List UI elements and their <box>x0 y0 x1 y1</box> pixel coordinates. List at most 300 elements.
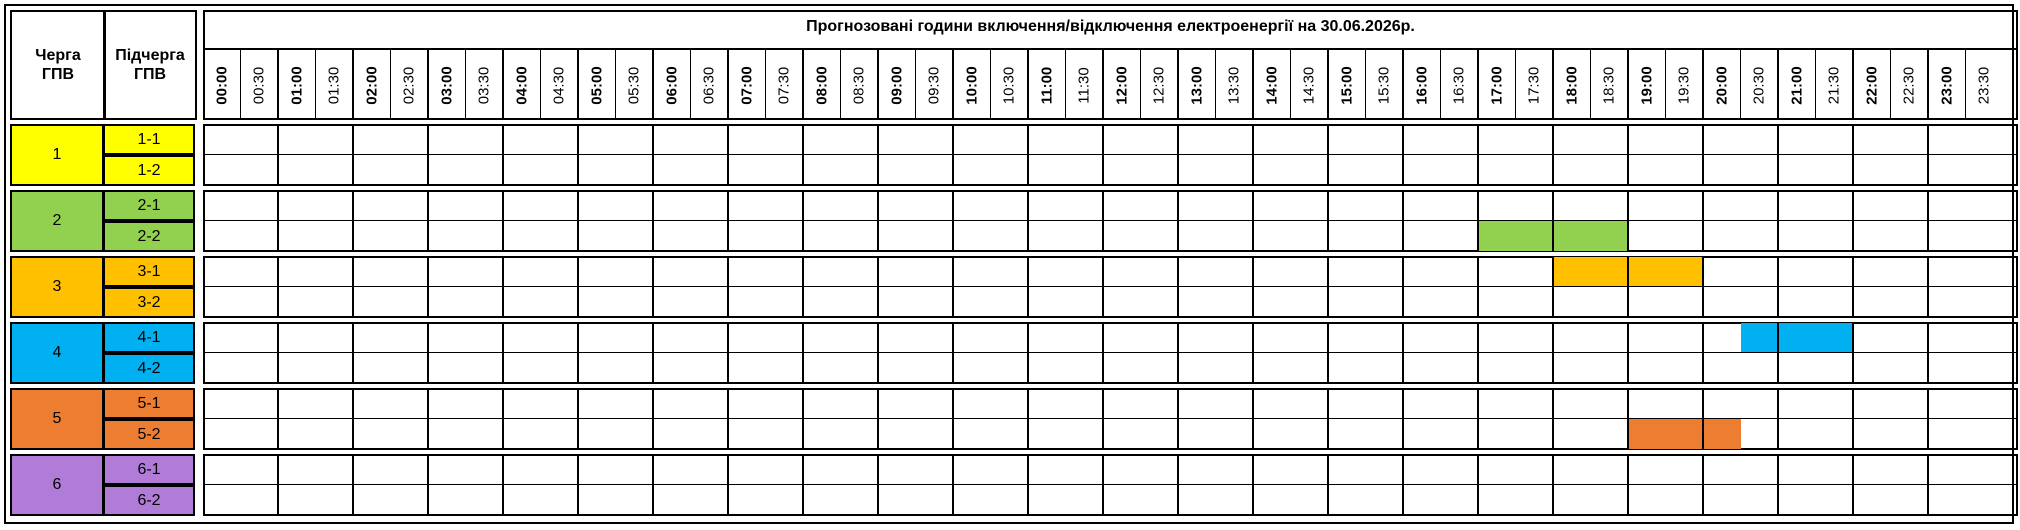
hour-divider <box>1552 190 1554 252</box>
queue-label: 6 <box>10 454 104 516</box>
hour-divider <box>1927 256 1929 318</box>
time-label <box>391 50 429 120</box>
hour-divider <box>727 256 729 318</box>
time-divider <box>1065 49 1066 119</box>
time-text: 22:30 <box>1900 66 1918 104</box>
hour-divider <box>1252 388 1254 450</box>
subqueue-label: 1-1 <box>103 124 195 155</box>
time-divider <box>1102 49 1104 119</box>
time-text: 06:00 <box>663 65 681 105</box>
hour-divider <box>427 256 429 318</box>
hour-divider <box>877 256 879 318</box>
time-label <box>1816 50 1854 120</box>
time-label <box>953 50 991 120</box>
hour-divider <box>1477 322 1479 384</box>
subrow-divider <box>203 352 2018 353</box>
schedule-grid <box>203 10 2018 525</box>
time-label <box>541 50 579 120</box>
hour-divider <box>952 190 954 252</box>
hour-divider <box>1627 454 1629 516</box>
hour-divider <box>1177 190 1179 252</box>
hour-divider <box>1852 388 1854 450</box>
outage-cell <box>1778 323 1816 353</box>
time-text: 01:00 <box>288 65 306 105</box>
time-text: 20:30 <box>1750 66 1768 104</box>
hour-divider <box>502 322 504 384</box>
hour-divider <box>1102 256 1104 318</box>
hour-divider <box>352 388 354 450</box>
time-label <box>1853 50 1891 120</box>
time-text: 06:30 <box>700 66 718 104</box>
time-label <box>1291 50 1329 120</box>
time-text: 22:00 <box>1863 65 1881 105</box>
time-label <box>916 50 954 120</box>
hour-divider <box>1252 256 1254 318</box>
time-text: 23:00 <box>1938 65 1956 105</box>
hour-divider <box>727 190 729 252</box>
hour-divider <box>1027 388 1029 450</box>
hour-divider <box>1627 322 1629 384</box>
hour-divider <box>1102 322 1104 384</box>
hour-divider <box>727 454 729 516</box>
time-text: 02:30 <box>400 66 418 104</box>
hour-divider <box>1102 454 1104 516</box>
time-divider <box>1365 49 1366 119</box>
hour-divider <box>1102 124 1104 186</box>
time-label <box>691 50 729 120</box>
hour-divider <box>1177 454 1179 516</box>
time-text: 07:30 <box>775 66 793 104</box>
hour-divider <box>352 190 354 252</box>
time-label <box>1741 50 1779 120</box>
time-divider <box>1440 49 1441 119</box>
time-text: 05:30 <box>625 66 643 104</box>
hour-divider <box>1777 124 1779 186</box>
time-divider <box>1327 49 1329 119</box>
time-text: 18:00 <box>1563 65 1581 105</box>
group-row <box>203 124 2018 186</box>
group-row <box>203 190 2018 252</box>
hour-divider <box>577 256 579 318</box>
time-text: 00:30 <box>250 66 268 104</box>
hour-divider <box>877 454 879 516</box>
hour-divider <box>1402 322 1404 384</box>
time-label <box>1928 50 1966 120</box>
hour-divider <box>1327 190 1329 252</box>
time-label <box>878 50 916 120</box>
hour-divider <box>802 454 804 516</box>
hour-divider <box>352 454 354 516</box>
hour-divider <box>952 256 954 318</box>
time-label <box>353 50 391 120</box>
time-label <box>241 50 279 120</box>
hour-divider <box>1552 124 1554 186</box>
time-label <box>466 50 504 120</box>
group-row <box>203 454 2018 516</box>
outage-cell <box>1628 257 1666 287</box>
time-label <box>316 50 354 120</box>
queue-label: 5 <box>10 388 104 450</box>
time-label <box>1328 50 1366 120</box>
time-text: 20:00 <box>1713 65 1731 105</box>
time-divider <box>1815 49 1816 119</box>
hour-divider <box>1027 256 1029 318</box>
hour-divider <box>1477 124 1479 186</box>
time-divider <box>390 49 391 119</box>
time-divider <box>952 49 954 119</box>
hour-divider <box>1777 454 1779 516</box>
time-label <box>1216 50 1254 120</box>
hour-divider <box>1477 388 1479 450</box>
hour-divider <box>1027 322 1029 384</box>
hour-divider <box>1852 190 1854 252</box>
time-divider <box>615 49 616 119</box>
time-label <box>1141 50 1179 120</box>
time-text: 08:30 <box>850 66 868 104</box>
hour-divider <box>877 322 879 384</box>
time-divider <box>1290 49 1291 119</box>
time-divider <box>1777 49 1779 119</box>
queue-label: 2 <box>10 190 104 252</box>
time-divider <box>577 49 579 119</box>
subqueue-label: 6-1 <box>103 454 195 485</box>
queue-label: 1 <box>10 124 104 186</box>
time-divider <box>277 49 279 119</box>
hour-divider <box>1177 124 1179 186</box>
time-divider <box>1252 49 1254 119</box>
time-divider <box>1552 49 1554 119</box>
time-text: 23:30 <box>1975 66 1993 104</box>
subqueue-header: Підчерга ГПВ <box>103 10 197 120</box>
subrow-divider <box>203 220 2018 221</box>
hour-divider <box>652 388 654 450</box>
hour-divider <box>802 388 804 450</box>
time-label <box>728 50 766 120</box>
time-divider <box>540 49 541 119</box>
hour-divider <box>1102 190 1104 252</box>
time-text: 14:00 <box>1263 65 1281 105</box>
time-label <box>203 50 241 120</box>
hour-divider <box>427 388 429 450</box>
hour-divider <box>652 256 654 318</box>
time-divider <box>1477 49 1479 119</box>
hour-divider <box>352 124 354 186</box>
hour-divider <box>1852 454 1854 516</box>
time-text: 13:30 <box>1225 66 1243 104</box>
time-label <box>578 50 616 120</box>
time-label <box>1441 50 1479 120</box>
time-divider <box>315 49 316 119</box>
outage-cell <box>1666 419 1704 449</box>
hour-divider <box>1627 124 1629 186</box>
schedule-title: Прогнозовані години включення/відключення електроенергії на 30.06.2026р. <box>806 18 1415 35</box>
hour-divider <box>502 124 504 186</box>
outage-cell <box>1741 323 1779 353</box>
time-text: 10:30 <box>1000 66 1018 104</box>
subqueue-label: 5-2 <box>103 419 195 450</box>
time-divider <box>765 49 766 119</box>
hour-divider <box>277 388 279 450</box>
hour-divider <box>652 190 654 252</box>
outage-cell <box>1628 419 1666 449</box>
subqueue-label: 1-2 <box>103 155 195 186</box>
hour-divider <box>952 388 954 450</box>
hour-divider <box>877 388 879 450</box>
hour-divider <box>1252 190 1254 252</box>
hour-divider <box>577 322 579 384</box>
queue-label: 3 <box>10 256 104 318</box>
subqueue-label: 5-1 <box>103 388 195 419</box>
time-label <box>1253 50 1291 120</box>
subqueue-label: 4-2 <box>103 353 195 384</box>
hour-divider <box>1477 190 1479 252</box>
hour-divider <box>802 322 804 384</box>
outage-cell <box>1591 257 1629 287</box>
time-label <box>1366 50 1404 120</box>
hour-divider <box>277 322 279 384</box>
hour-divider <box>727 124 729 186</box>
hour-divider <box>1027 190 1029 252</box>
hour-divider <box>577 388 579 450</box>
time-divider <box>1702 49 1704 119</box>
time-label <box>428 50 466 120</box>
hour-divider <box>1627 388 1629 450</box>
time-text: 12:30 <box>1150 66 1168 104</box>
time-divider <box>877 49 879 119</box>
hour-divider <box>1177 388 1179 450</box>
time-divider <box>1740 49 1741 119</box>
time-text: 16:00 <box>1413 65 1431 105</box>
subrow-divider <box>203 484 2018 485</box>
time-label <box>1891 50 1929 120</box>
time-text: 18:30 <box>1600 66 1618 104</box>
hour-divider <box>277 190 279 252</box>
hour-divider <box>427 454 429 516</box>
time-divider <box>840 49 841 119</box>
time-label <box>1178 50 1216 120</box>
hour-divider <box>277 256 279 318</box>
hour-divider <box>802 256 804 318</box>
hour-divider <box>1327 454 1329 516</box>
hour-divider <box>1927 124 1929 186</box>
hour-divider <box>502 190 504 252</box>
time-text: 05:00 <box>588 65 606 105</box>
hour-divider <box>1402 256 1404 318</box>
time-divider <box>802 49 804 119</box>
hour-divider <box>1477 454 1479 516</box>
hour-divider <box>502 454 504 516</box>
time-text: 16:30 <box>1450 66 1468 104</box>
time-text: 07:00 <box>738 65 756 105</box>
time-divider <box>1027 49 1029 119</box>
time-divider <box>727 49 729 119</box>
time-divider <box>352 49 354 119</box>
hour-divider <box>1552 322 1554 384</box>
outage-cell <box>1516 221 1554 251</box>
hour-divider <box>1252 322 1254 384</box>
time-label <box>766 50 804 120</box>
hour-divider <box>277 124 279 186</box>
time-divider <box>1665 49 1666 119</box>
hour-divider <box>1327 322 1329 384</box>
time-text: 12:00 <box>1113 65 1131 105</box>
time-divider <box>1927 49 1929 119</box>
hour-divider <box>1477 256 1479 318</box>
time-divider <box>1890 49 1891 119</box>
hour-divider <box>877 124 879 186</box>
time-label <box>503 50 541 120</box>
hour-divider <box>952 322 954 384</box>
hour-divider <box>427 190 429 252</box>
hour-divider <box>1177 256 1179 318</box>
hour-divider <box>1777 322 1779 384</box>
time-label <box>1066 50 1104 120</box>
time-divider <box>240 49 241 119</box>
hour-divider <box>1702 454 1704 516</box>
group-row <box>203 388 2018 450</box>
time-label <box>803 50 841 120</box>
hour-divider <box>1027 124 1029 186</box>
hour-divider <box>1852 322 1854 384</box>
time-label <box>616 50 654 120</box>
time-text: 08:00 <box>813 65 831 105</box>
time-divider <box>1140 49 1141 119</box>
outage-cell <box>1816 323 1854 353</box>
time-divider <box>1965 49 1966 119</box>
hour-divider <box>1102 388 1104 450</box>
hour-divider <box>1552 388 1554 450</box>
outage-cell <box>1553 257 1591 287</box>
time-text: 15:30 <box>1375 66 1393 104</box>
hour-divider <box>1702 322 1704 384</box>
time-text: 11:00 <box>1038 66 1056 104</box>
hour-divider <box>1627 256 1629 318</box>
hour-divider <box>1402 388 1404 450</box>
hour-divider <box>1777 190 1779 252</box>
subqueue-label: 3-2 <box>103 287 195 318</box>
queue-label: 4 <box>10 322 104 384</box>
hour-divider <box>877 190 879 252</box>
time-divider <box>427 49 429 119</box>
time-divider <box>1177 49 1179 119</box>
time-text: 04:00 <box>513 65 531 105</box>
hour-divider <box>1702 190 1704 252</box>
subqueue-label: 2-2 <box>103 221 195 252</box>
outage-cell <box>1553 221 1591 251</box>
hour-divider <box>427 124 429 186</box>
subrow-divider <box>203 286 2018 287</box>
hour-divider <box>1402 454 1404 516</box>
time-text: 17:30 <box>1525 66 1543 104</box>
hour-divider <box>1402 190 1404 252</box>
hour-divider <box>1702 256 1704 318</box>
time-label <box>1028 50 1066 120</box>
time-text: 10:00 <box>963 65 981 105</box>
time-text: 11:30 <box>1075 66 1093 104</box>
subqueue-label: 6-2 <box>103 485 195 516</box>
time-text: 02:00 <box>363 65 381 105</box>
time-label <box>1591 50 1629 120</box>
subqueue-label: 4-1 <box>103 322 195 353</box>
hour-divider <box>1402 124 1404 186</box>
hour-divider <box>1327 124 1329 186</box>
time-text: 03:30 <box>475 66 493 104</box>
time-label <box>1478 50 1516 120</box>
time-divider <box>465 49 466 119</box>
hour-divider <box>1177 322 1179 384</box>
hour-divider <box>502 256 504 318</box>
time-text: 09:00 <box>888 65 906 105</box>
hour-divider <box>1702 388 1704 450</box>
time-text: 03:00 <box>438 65 456 105</box>
time-label <box>278 50 316 120</box>
hour-divider <box>577 190 579 252</box>
outage-cell <box>1703 419 1741 449</box>
hour-divider <box>1702 124 1704 186</box>
time-text: 19:30 <box>1675 66 1693 104</box>
hour-divider <box>427 322 429 384</box>
time-text: 17:00 <box>1488 65 1506 105</box>
hour-divider <box>577 454 579 516</box>
subrow-divider <box>203 154 2018 155</box>
time-label <box>1703 50 1741 120</box>
hour-divider <box>502 388 504 450</box>
hour-divider <box>1027 454 1029 516</box>
time-divider <box>1590 49 1591 119</box>
subqueue-label: 3-1 <box>103 256 195 287</box>
time-text: 04:30 <box>550 66 568 104</box>
time-label <box>1966 50 2004 120</box>
hour-divider <box>802 124 804 186</box>
group-row <box>203 256 2018 318</box>
hour-divider <box>1627 190 1629 252</box>
time-text: 19:00 <box>1638 65 1656 105</box>
time-label <box>1628 50 1666 120</box>
hour-divider <box>1852 256 1854 318</box>
hour-divider <box>652 124 654 186</box>
time-text: 14:30 <box>1300 66 1318 104</box>
time-divider <box>1402 49 1404 119</box>
hour-divider <box>952 124 954 186</box>
time-label <box>1553 50 1591 120</box>
subrow-divider <box>203 418 2018 419</box>
hour-divider <box>1927 190 1929 252</box>
time-text: 00:00 <box>213 65 231 105</box>
hour-divider <box>1252 124 1254 186</box>
time-divider <box>502 49 504 119</box>
time-divider <box>990 49 991 119</box>
time-divider <box>1515 49 1516 119</box>
hour-divider <box>652 322 654 384</box>
hour-divider <box>352 256 354 318</box>
subqueue-label: 2-1 <box>103 190 195 221</box>
hour-divider <box>1927 454 1929 516</box>
time-text: 21:30 <box>1825 66 1843 104</box>
hour-divider <box>1777 388 1779 450</box>
time-label <box>1403 50 1441 120</box>
time-divider <box>1627 49 1629 119</box>
hour-divider <box>1777 256 1779 318</box>
outage-cell <box>1666 257 1704 287</box>
time-text: 15:00 <box>1338 65 1356 105</box>
hour-divider <box>1927 388 1929 450</box>
time-divider <box>1215 49 1216 119</box>
schedule-table <box>10 10 2010 525</box>
time-label <box>841 50 879 120</box>
time-label <box>1516 50 1554 120</box>
hour-divider <box>952 454 954 516</box>
hour-divider <box>277 454 279 516</box>
